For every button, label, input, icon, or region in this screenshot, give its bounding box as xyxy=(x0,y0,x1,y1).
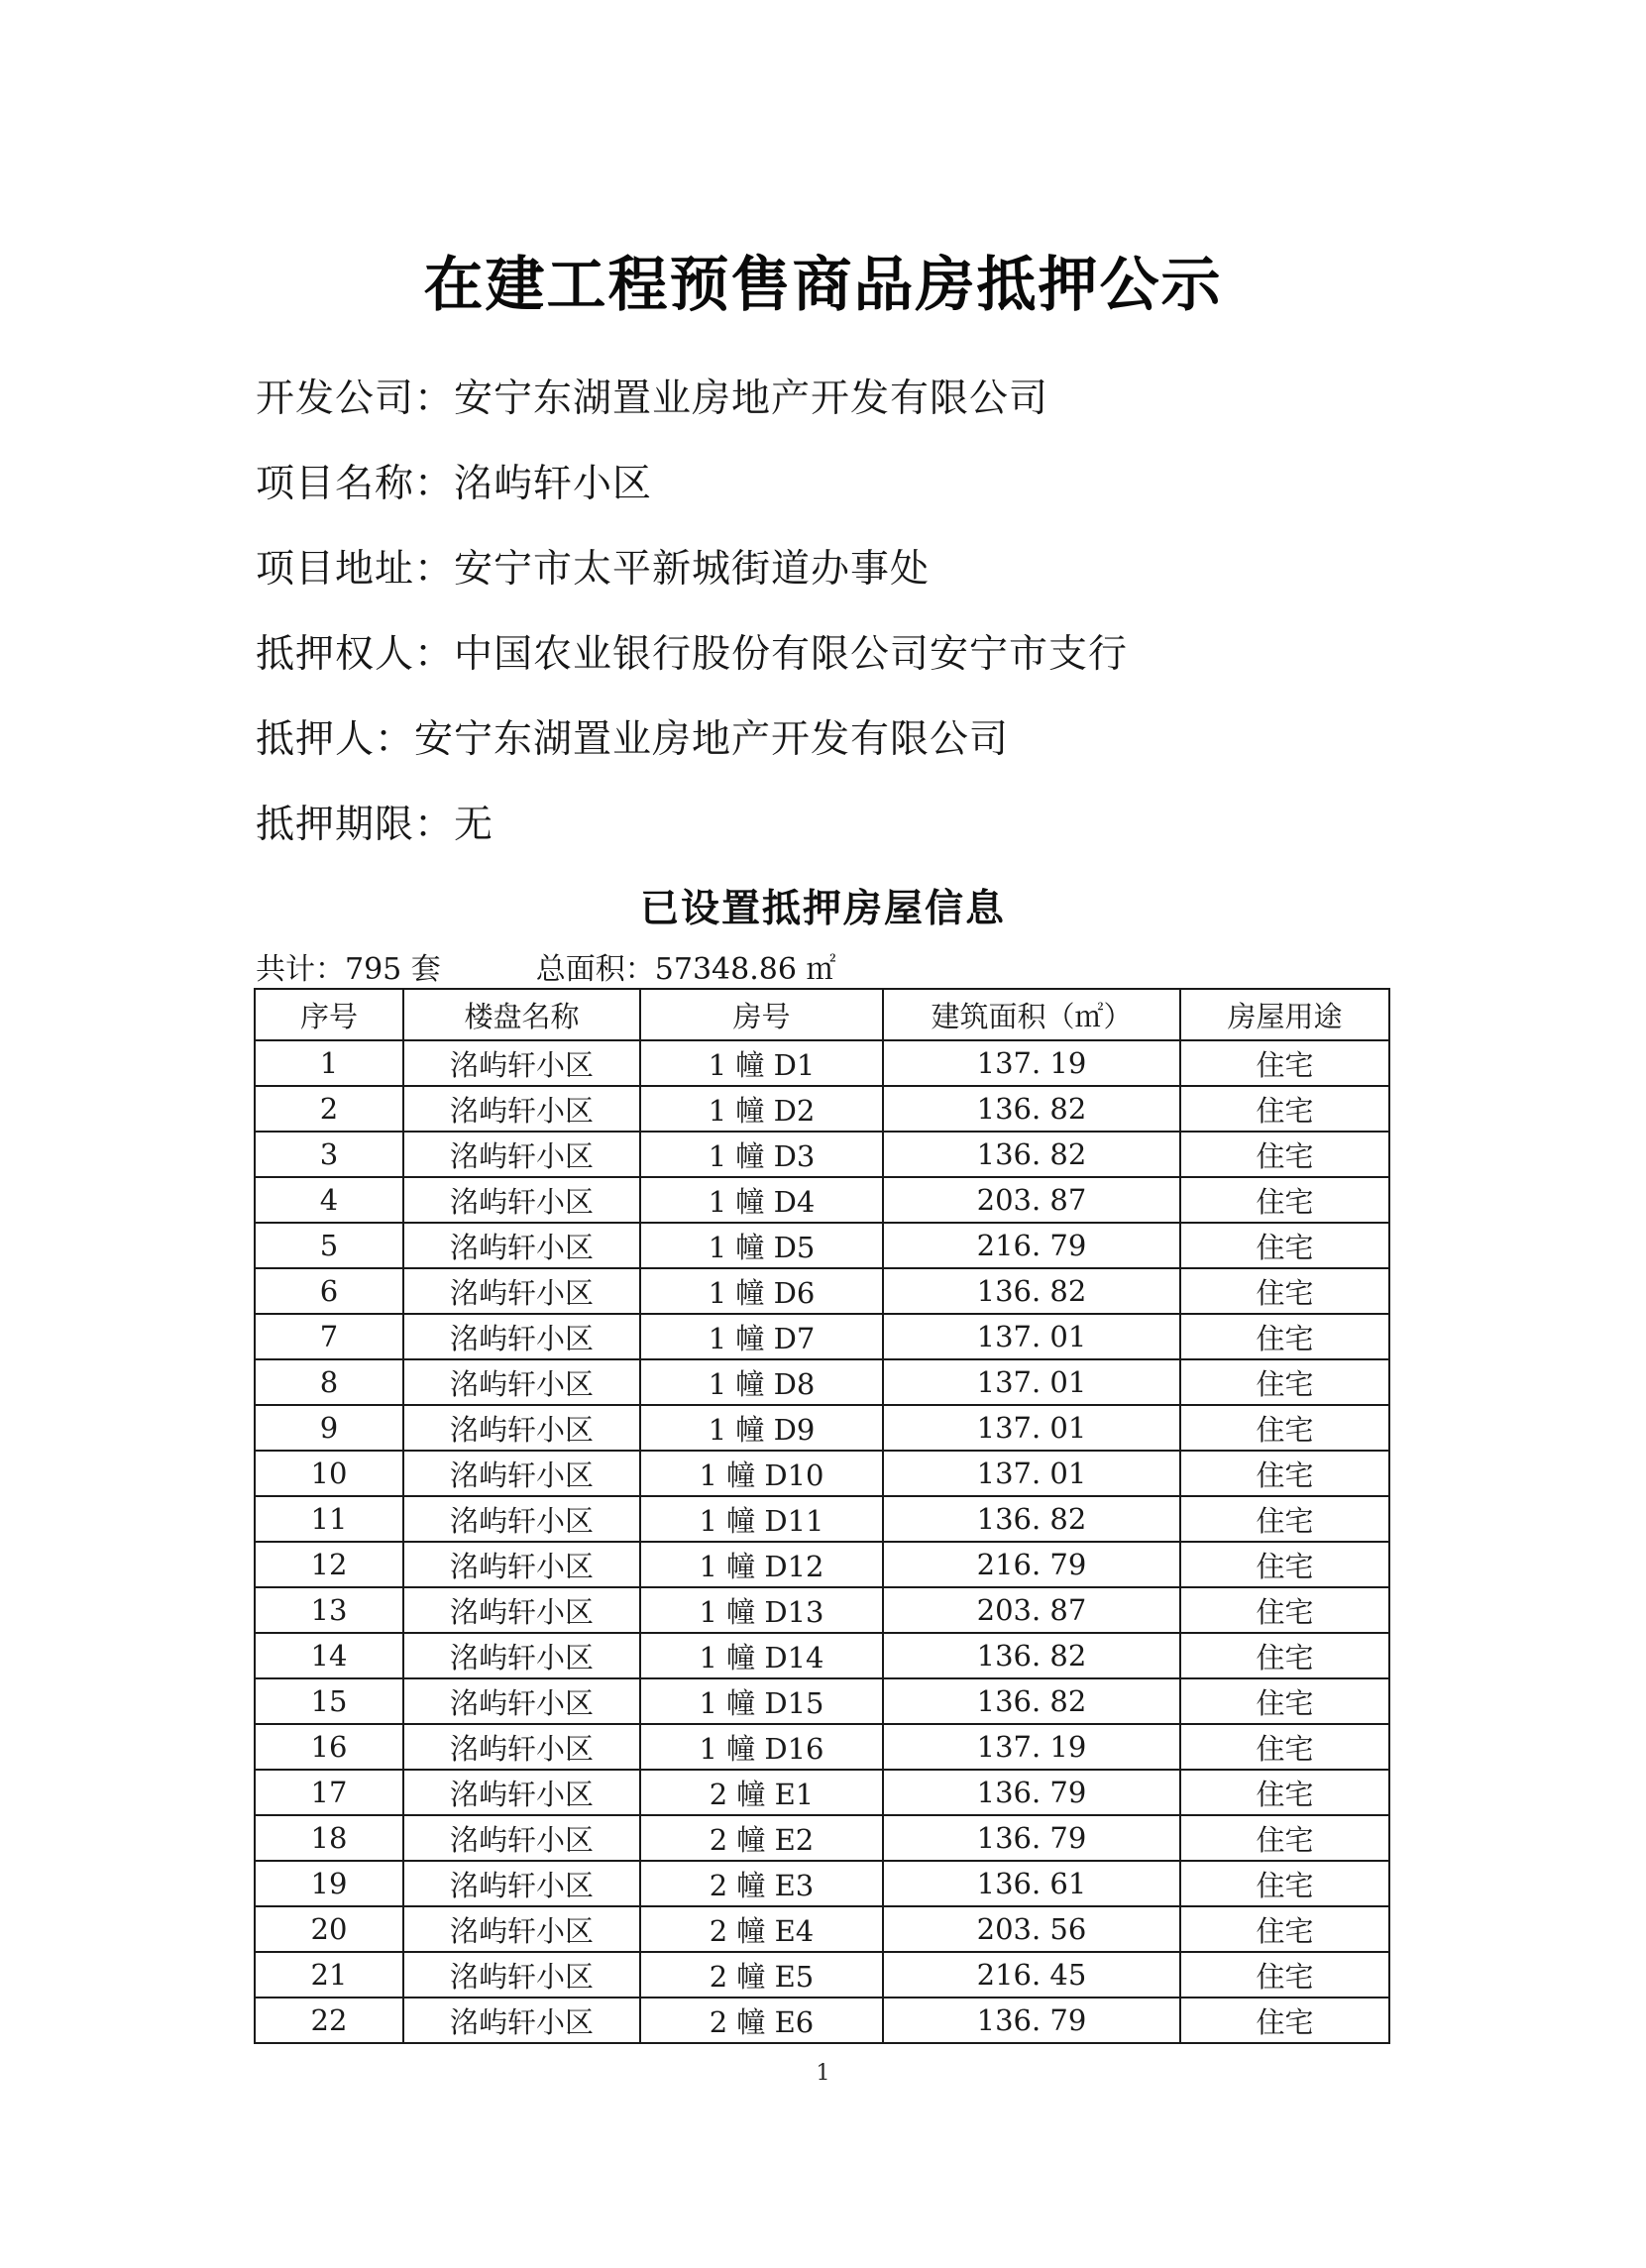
cell-project: 洺屿轩小区 xyxy=(403,1268,640,1314)
cell-room: 1 幢 D15 xyxy=(640,1678,883,1724)
cell-serial: 16 xyxy=(255,1724,403,1770)
cell-room: 1 幢 D13 xyxy=(640,1587,883,1633)
table-row xyxy=(255,1359,1389,1405)
table-row xyxy=(255,1633,1389,1678)
cell-usage: 住宅 xyxy=(1180,1906,1389,1952)
cell-area: 136. 82 xyxy=(883,1086,1180,1132)
cell-usage: 住宅 xyxy=(1180,1314,1389,1359)
cell-serial: 6 xyxy=(255,1268,403,1314)
cell-area: 137. 01 xyxy=(883,1359,1180,1405)
cell-serial: 13 xyxy=(255,1587,403,1633)
table-row xyxy=(255,1724,1389,1770)
cell-project: 洺屿轩小区 xyxy=(403,1678,640,1724)
cell-serial: 9 xyxy=(255,1405,403,1451)
cell-area: 136. 82 xyxy=(883,1132,1180,1177)
table-row xyxy=(255,1861,1389,1906)
header-room: 房号 xyxy=(640,989,883,1040)
cell-usage: 住宅 xyxy=(1180,1861,1389,1906)
cell-area: 136. 82 xyxy=(883,1678,1180,1724)
cell-room: 1 幢 D7 xyxy=(640,1314,883,1359)
cell-serial: 12 xyxy=(255,1542,403,1587)
cell-project: 洺屿轩小区 xyxy=(403,1724,640,1770)
total-area: 总面积：57348.86 ㎡ xyxy=(535,952,836,987)
cell-usage: 住宅 xyxy=(1180,1724,1389,1770)
cell-usage: 住宅 xyxy=(1180,1952,1389,1998)
cell-area: 203. 87 xyxy=(883,1587,1180,1633)
cell-usage: 住宅 xyxy=(1180,1177,1389,1223)
cell-serial: 14 xyxy=(255,1633,403,1678)
total-units: 共计：795 套 xyxy=(256,952,441,987)
table-body xyxy=(255,1040,1389,2043)
cell-area: 137. 01 xyxy=(883,1314,1180,1359)
cell-project: 洺屿轩小区 xyxy=(403,1496,640,1542)
cell-usage: 住宅 xyxy=(1180,1998,1389,2043)
cell-project: 洺屿轩小区 xyxy=(403,1770,640,1815)
cell-room: 1 幢 D9 xyxy=(640,1405,883,1451)
cell-usage: 住宅 xyxy=(1180,1359,1389,1405)
table-row xyxy=(255,1496,1389,1542)
cell-project: 洺屿轩小区 xyxy=(403,1132,640,1177)
cell-room: 2 幢 E5 xyxy=(640,1952,883,1998)
cell-serial: 2 xyxy=(255,1086,403,1132)
cell-room: 1 幢 D6 xyxy=(640,1268,883,1314)
cell-room: 2 幢 E3 xyxy=(640,1861,883,1906)
cell-serial: 5 xyxy=(255,1223,403,1268)
table-row xyxy=(255,1952,1389,1998)
cell-room: 2 幢 E6 xyxy=(640,1998,883,2043)
table-title: 已设置抵押房屋信息 xyxy=(639,886,1006,931)
header-project: 楼盘名称 xyxy=(403,989,640,1040)
cell-area: 136. 79 xyxy=(883,1815,1180,1861)
table-row xyxy=(255,1177,1389,1223)
table-header-row xyxy=(255,989,1389,1040)
cell-usage: 住宅 xyxy=(1180,1587,1389,1633)
cell-room: 2 幢 E4 xyxy=(640,1906,883,1952)
cell-usage: 住宅 xyxy=(1180,1268,1389,1314)
cell-project: 洺屿轩小区 xyxy=(403,1861,640,1906)
mortgage-term-line: 抵押期限：无 xyxy=(256,803,494,847)
table-row xyxy=(255,1223,1389,1268)
table-row xyxy=(255,1998,1389,2043)
cell-area: 137. 01 xyxy=(883,1405,1180,1451)
cell-serial: 4 xyxy=(255,1177,403,1223)
cell-area: 136. 79 xyxy=(883,1770,1180,1815)
header-usage: 房屋用途 xyxy=(1180,989,1389,1040)
table-row xyxy=(255,1268,1389,1314)
mortgagor-line: 抵押人：安宁东湖置业房地产开发有限公司 xyxy=(256,717,1010,762)
cell-room: 1 幢 D14 xyxy=(640,1633,883,1678)
cell-room: 2 幢 E2 xyxy=(640,1815,883,1861)
cell-usage: 住宅 xyxy=(1180,1132,1389,1177)
cell-usage: 住宅 xyxy=(1180,1223,1389,1268)
cell-room: 1 幢 D5 xyxy=(640,1223,883,1268)
mortgaged-units-table xyxy=(254,988,1390,2044)
cell-serial: 18 xyxy=(255,1815,403,1861)
cell-project: 洺屿轩小区 xyxy=(403,1177,640,1223)
cell-project: 洺屿轩小区 xyxy=(403,1906,640,1952)
table-row xyxy=(255,1132,1389,1177)
cell-usage: 住宅 xyxy=(1180,1678,1389,1724)
cell-serial: 1 xyxy=(255,1040,403,1086)
mortgagee-line: 抵押权人：中国农业银行股份有限公司安宁市支行 xyxy=(256,632,1129,677)
table-row xyxy=(255,1405,1389,1451)
cell-area: 136. 82 xyxy=(883,1268,1180,1314)
table-row xyxy=(255,1040,1389,1086)
cell-area: 216. 79 xyxy=(883,1542,1180,1587)
cell-usage: 住宅 xyxy=(1180,1770,1389,1815)
cell-area: 136. 82 xyxy=(883,1496,1180,1542)
cell-serial: 8 xyxy=(255,1359,403,1405)
cell-room: 1 幢 D4 xyxy=(640,1177,883,1223)
cell-project: 洺屿轩小区 xyxy=(403,1405,640,1451)
cell-room: 1 幢 D3 xyxy=(640,1132,883,1177)
cell-usage: 住宅 xyxy=(1180,1633,1389,1678)
cell-area: 203. 87 xyxy=(883,1177,1180,1223)
table-row xyxy=(255,1314,1389,1359)
header-serial: 序号 xyxy=(255,989,403,1040)
cell-project: 洺屿轩小区 xyxy=(403,1223,640,1268)
cell-area: 137. 01 xyxy=(883,1451,1180,1496)
table-row xyxy=(255,1542,1389,1587)
cell-area: 216. 45 xyxy=(883,1952,1180,1998)
cell-room: 2 幢 E1 xyxy=(640,1770,883,1815)
table-row xyxy=(255,1587,1389,1633)
project-name-line: 项目名称：洺屿轩小区 xyxy=(256,462,653,506)
cell-project: 洺屿轩小区 xyxy=(403,1952,640,1998)
cell-serial: 11 xyxy=(255,1496,403,1542)
cell-area: 137. 19 xyxy=(883,1040,1180,1086)
cell-project: 洺屿轩小区 xyxy=(403,1040,640,1086)
table-row xyxy=(255,1086,1389,1132)
cell-serial: 3 xyxy=(255,1132,403,1177)
cell-project: 洺屿轩小区 xyxy=(403,1451,640,1496)
cell-project: 洺屿轩小区 xyxy=(403,1587,640,1633)
cell-serial: 7 xyxy=(255,1314,403,1359)
cell-usage: 住宅 xyxy=(1180,1086,1389,1132)
cell-usage: 住宅 xyxy=(1180,1405,1389,1451)
cell-room: 1 幢 D11 xyxy=(640,1496,883,1542)
page-number: 1 xyxy=(816,2061,830,2086)
cell-serial: 20 xyxy=(255,1906,403,1952)
header-area: 建筑面积（㎡） xyxy=(883,989,1180,1040)
table-row xyxy=(255,1906,1389,1952)
table-row xyxy=(255,1815,1389,1861)
cell-serial: 17 xyxy=(255,1770,403,1815)
cell-room: 1 幢 D10 xyxy=(640,1451,883,1496)
cell-area: 136. 79 xyxy=(883,1998,1180,2043)
cell-area: 136. 61 xyxy=(883,1861,1180,1906)
page-title: 在建工程预售商品房抵押公示 xyxy=(423,251,1223,321)
cell-usage: 住宅 xyxy=(1180,1496,1389,1542)
cell-project: 洺屿轩小区 xyxy=(403,1815,640,1861)
cell-project: 洺屿轩小区 xyxy=(403,1998,640,2043)
cell-usage: 住宅 xyxy=(1180,1451,1389,1496)
cell-serial: 15 xyxy=(255,1678,403,1724)
cell-project: 洺屿轩小区 xyxy=(403,1314,640,1359)
cell-area: 137. 19 xyxy=(883,1724,1180,1770)
table-row xyxy=(255,1770,1389,1815)
cell-area: 203. 56 xyxy=(883,1906,1180,1952)
cell-room: 1 幢 D16 xyxy=(640,1724,883,1770)
project-info xyxy=(256,357,1128,868)
cell-room: 1 幢 D1 xyxy=(640,1040,883,1086)
cell-area: 216. 79 xyxy=(883,1223,1180,1268)
project-address-line: 项目地址：安宁市太平新城街道办事处 xyxy=(256,547,931,592)
cell-project: 洺屿轩小区 xyxy=(403,1359,640,1405)
cell-usage: 住宅 xyxy=(1180,1815,1389,1861)
summary-line xyxy=(256,944,835,988)
cell-project: 洺屿轩小区 xyxy=(403,1542,640,1587)
cell-serial: 22 xyxy=(255,1998,403,2043)
cell-serial: 19 xyxy=(255,1861,403,1906)
cell-project: 洺屿轩小区 xyxy=(403,1633,640,1678)
table-row xyxy=(255,1678,1389,1724)
cell-usage: 住宅 xyxy=(1180,1040,1389,1086)
developer-line: 开发公司：安宁东湖置业房地产开发有限公司 xyxy=(256,377,1049,421)
cell-room: 1 幢 D2 xyxy=(640,1086,883,1132)
cell-usage: 住宅 xyxy=(1180,1542,1389,1587)
cell-room: 1 幢 D12 xyxy=(640,1542,883,1587)
cell-project: 洺屿轩小区 xyxy=(403,1086,640,1132)
cell-area: 136. 82 xyxy=(883,1633,1180,1678)
cell-serial: 10 xyxy=(255,1451,403,1496)
cell-room: 1 幢 D8 xyxy=(640,1359,883,1405)
table-row xyxy=(255,1451,1389,1496)
cell-serial: 21 xyxy=(255,1952,403,1998)
